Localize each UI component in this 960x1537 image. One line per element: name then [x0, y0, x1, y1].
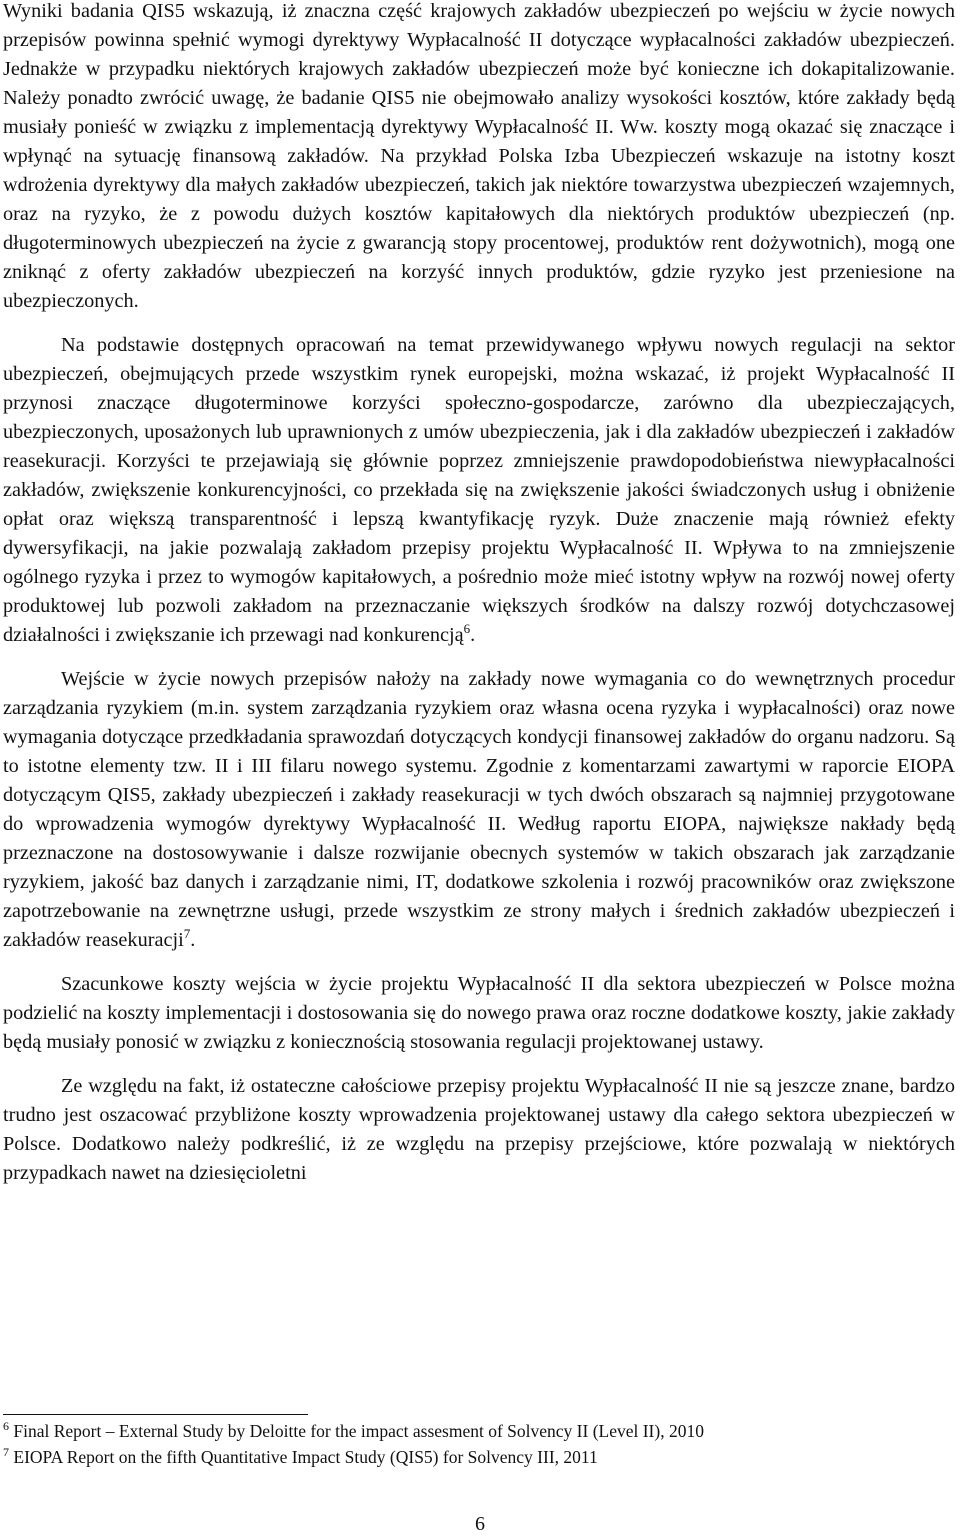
footnote-6-number: 6 — [3, 1419, 9, 1434]
footnote-ref-6[interactable]: 6 — [463, 621, 471, 637]
footnote-6-text: Final Report – External Study by Deloitte for the impact assesment of Solvency II (Level II), 2010 — [9, 1421, 704, 1441]
page-number: 6 — [475, 1513, 485, 1535]
footnote-6 — [3, 1418, 953, 1444]
paragraph-1-text: Wyniki badania QIS5 wskazują, iż znaczna część krajowych zakładów ubezpieczeń po wejściu w życie nowych przepisów powinna spełnić wymogi dyrektywy Wypłacalność II dotyczące wypłacalności zakładów ubezpieczeń. Jednakże w przypadku niektórych krajowych zakładów ubezpieczeń może być konieczne ich dokapitalizowanie. Należy ponadto zwrócić uwagę, że badanie QIS5 nie obejmowało analizy wysokości kosztów, które zakłady będą musiały ponieść w związku z implementacją dyrektywy Wypłacalność II. Ww. koszty mogą okazać się znaczące i wpłynąć na sytuację finansową zakładów. Na przykład Polska Izba Ubezpieczeń wskazuje na istotny koszt wdrożenia dyrektywy dla małych zakładów ubezpieczeń, takich jak niektóre towarzystwa ubezpieczeń wzajemnych, oraz na ryzyko, że z powodu dużych kosztów kapitałowych dla niektórych produktów ubezpieczeń (np. długoterminowych ubezpieczeń na życie z gwarancją stopy procentowej, produktów rent dożywotnich), mogą one zniknąć z oferty zakładów ubezpieczeń na korzyść innych produktów, gdzie ryzyko jest przeniesione na ubezpieczonych. — [3, 0, 955, 312]
paragraph-2-text: Na podstawie dostępnych opracowań na temat przewidywanego wpływu nowych regulacji na sektor ubezpieczeń, obejmujących przede wszystkim rynek europejski, można wskazać, iż projekt Wypłacalność II przynosi znaczące długoterminowe korzyści społeczno-gospodarcze, zarówno dla ubezpieczających, ubezpieczonych, uposażonych lub uprawnionych z umów ubezpieczenia, jak i dla zakładów ubezpieczeń i zakładów reasekuracji. Korzyści te przejawiają się głównie poprzez zmniejszenie prawdopodobieństwa niewypłacalności zakładów, zwiększenie konkurencyjności, co przekłada się na zwiększenie jakości świadczonych usług i obniżenie opłat oraz większą transparentność i lepszą kwantyfikację ryzyk. Duże znaczenie mają również efekty dywersyfikacji, na jakie pozwalają zakładom przepisy projektu Wypłacalność II. Wpływa to na zmniejszenie ogólnego ryzyka i przez to wymogów kapitałowych, a pośrednio może mieć istotny wpływ na rozwój nowej oferty produktowej lub pozwoli zakładom na przeznaczanie większych środków na dalszy rozwój dotychczasowej działalności i zwiększanie ich przewagi nad konkurencją — [3, 334, 955, 646]
paragraph-5-text: Ze względu na fakt, iż ostateczne całościowe przepisy projektu Wypłacalność II nie są jeszcze znane, bardzo trudno jest oszacować przybliżone koszty wprowadzenia projektowanej ustawy dla całego sektora ubezpieczeń w Polsce. Dodatkowo należy podkreślić, iż ze względu na przepisy przejściowe, które pozwalają w niektórych przypadkach nawet na dziesięcioletni — [3, 1075, 955, 1184]
footnote-7-number: 7 — [3, 1445, 9, 1460]
paragraph-3-tail: . — [190, 929, 196, 951]
paragraph-3 — [3, 665, 955, 955]
footnote-ref-7[interactable]: 7 — [183, 926, 191, 942]
footnote-separator — [3, 1414, 308, 1415]
paragraph-5 — [3, 1072, 955, 1188]
paragraph-4 — [3, 970, 955, 1057]
footnote-7 — [3, 1444, 953, 1470]
paragraph-4-text: Szacunkowe koszty wejścia w życie projektu Wypłacalność II dla sektora ubezpieczeń w Polsce można podzielić na koszty implementacji i dostosowania się do nowego prawa oraz roczne dodatkowe koszty, jakie zakłady będą musiały ponosić w związku z koniecznością stosowania regulacji projektowanej ustawy. — [3, 973, 955, 1053]
footnote-7-text: EIOPA Report on the fifth Quantitative Impact Study (QIS5) for Solvency III, 2011 — [9, 1447, 598, 1467]
paragraph-2 — [3, 331, 955, 650]
footnotes — [3, 1418, 953, 1470]
paragraph-1 — [3, 0, 955, 316]
body-text — [3, 0, 955, 1203]
paragraph-2-tail: . — [470, 624, 476, 646]
paragraph-3-text: Wejście w życie nowych przepisów nałoży na zakłady nowe wymagania co do wewnętrznych procedur zarządzania ryzykiem (m.in. system zarządzania ryzykiem oraz własna ocena ryzyka i wypłacalności) oraz nowe wymagania dotyczące przedkładania sprawozdań dotyczących kondycji finansowej zakładów do organu nadzoru. Są to istotne elementy tzw. II i III filaru nowego systemu. Zgodnie z komentarzami zawartymi w raporcie EIOPA dotyczącym QIS5, zakłady ubezpieczeń i zakłady reasekuracji w tych dwóch obszarach są najmniej przygotowane do wprowadzenia wymogów dyrektywy Wypłacalność II. Według raportu EIOPA, największe nakłady będą przeznaczone na dostosowywanie i dalsze rozwijanie obecnych systemów w takich obszarach jak zarządzanie ryzykiem, jakość baz danych i zarządzanie nimi, IT, dodatkowe szkolenia i rozwój pracowników oraz zwiększone zapotrzebowanie na zewnętrzne usługi, przede wszystkim ze strony małych i średnich zakładów ubezpieczeń i zakładów reasekuracji — [3, 668, 955, 951]
